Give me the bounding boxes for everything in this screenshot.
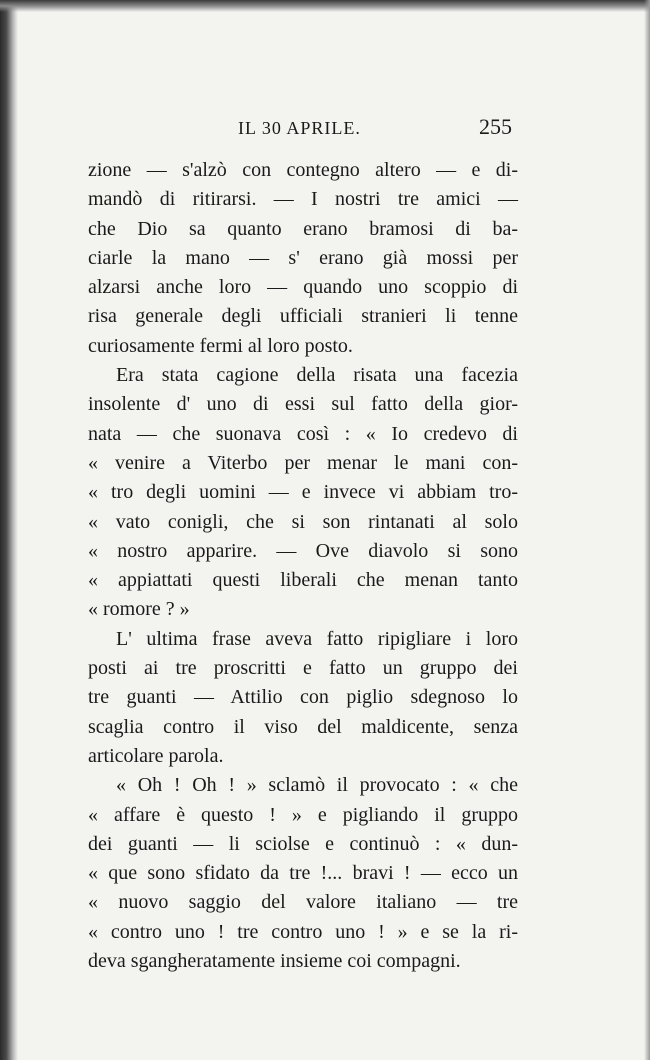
text-line: scaglia contro il viso del maldicente, senza (88, 715, 518, 738)
text-line: che Dio sa quanto erano bramosi di ba- (88, 217, 518, 240)
text-line: Era stata cagione della risata una facezia (116, 364, 518, 387)
text-line: « que sono sfidato da tre !... bravi ! — ecco un (88, 862, 518, 885)
text-line: insolente d' uno di essi sul fatto della gior- (88, 393, 518, 416)
text-line: « affare è questo ! » e pigliando il gruppo (88, 803, 518, 826)
text-line: alzarsi anche loro — quando uno scoppio di (88, 276, 518, 299)
text-line: « venire a Viterbo per menar le mani con- (88, 451, 518, 474)
running-head (88, 114, 518, 144)
text-line: « vato conigli, che si son rintanati al solo (88, 510, 518, 533)
text-line: tre guanti — Attilio con piglio sdegnoso lo (88, 686, 518, 709)
text-line: L' ultima frase aveva fatto ripigliare i loro (116, 627, 518, 650)
text-line: « nuovo saggio del valore italiano — tre (88, 891, 518, 914)
text-line: zione — s'alzò con contegno altero — e di- (88, 159, 518, 181)
text-line: « romore ? » (88, 598, 190, 621)
text-line: mandò di ritirarsi. — I nostri tre amici — (88, 188, 518, 211)
text-line: posti ai tre proscritti e fatto un gruppo dei (88, 657, 518, 680)
page-number: 255 (479, 114, 512, 139)
text-line: « contro uno ! tre contro uno ! » e se la ri- (88, 920, 518, 943)
text-line: nata — che suonava così : « Io credevo di (88, 422, 518, 445)
text-line: articolare parola. (88, 744, 224, 767)
text-line: risa generale degli ufficiali stranieri li tenne (88, 305, 518, 328)
page-edge-right-shadow (644, 0, 650, 1060)
running-title: IL 30 APRILE. (238, 118, 361, 138)
text-line: « appiattati questi liberali che menan tanto (88, 569, 518, 592)
text-line: deva sgangheratamente insieme coi compagni. (88, 950, 461, 973)
text-line: « nostro apparire. — Ove diavolo si sono (88, 539, 518, 562)
text-line: « tro degli uomini — e invece vi abbiam tro- (88, 481, 518, 504)
page-edge-top-shadow (0, 0, 650, 12)
text-line: ciarle la mano — s' erano già mossi per (88, 246, 518, 269)
text-line: curiosamente fermi al loro posto. (88, 334, 353, 357)
page-edge-left-shadow (0, 0, 18, 1060)
text-line: « Oh ! Oh ! » sclamò il provocato : « che (116, 774, 518, 797)
text-line: dei guanti — li sciolse e continuò : « dun- (88, 832, 518, 855)
body-text (88, 156, 518, 976)
